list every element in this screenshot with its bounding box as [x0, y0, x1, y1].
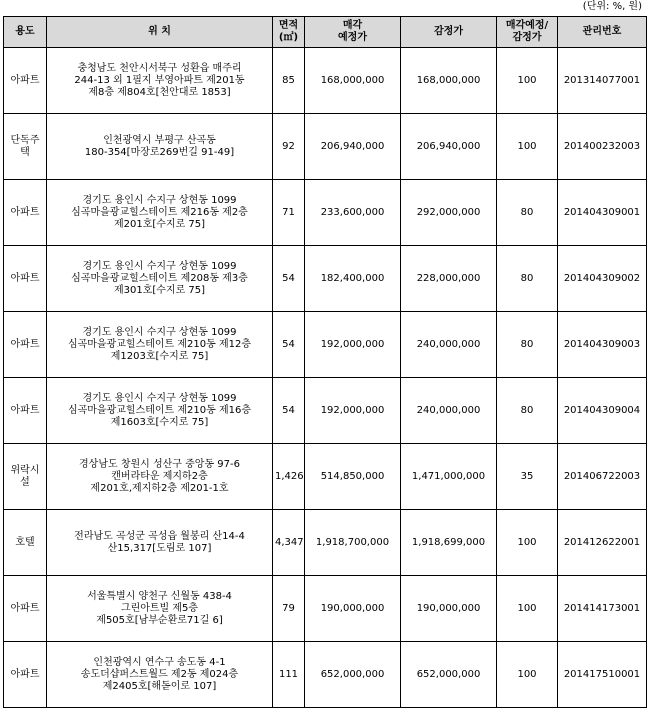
cell-location: [47, 510, 273, 576]
cell-ratio: 35: [497, 444, 558, 510]
header-ratio: [497, 17, 558, 48]
location-line: 경상남도 창원시 성산구 중앙동 97-6: [79, 458, 240, 470]
cell-appraisal: 168,000,000: [401, 48, 497, 114]
table-row: [4, 642, 647, 708]
cell-sale-price: 652,000,000: [305, 642, 401, 708]
table-row: [4, 510, 647, 576]
location-line: 심곡마을광교힐스테이트 제208동 제3층: [71, 272, 248, 284]
cell-location: [47, 444, 273, 510]
header-line: 예정가: [338, 32, 367, 43]
cell-location: [47, 576, 273, 642]
cell-ratio: 80: [497, 378, 558, 444]
cell-sale-price: 168,000,000: [305, 48, 401, 114]
cell-sale-price: 192,000,000: [305, 312, 401, 378]
cell-area: 111: [273, 642, 305, 708]
location-line: 심곡마을광교힐스테이트 제216동 제2층: [71, 206, 248, 218]
unit-note: (단위: %, 원): [582, 1, 642, 12]
header-line: (㎡): [278, 32, 299, 43]
cell-area: 71: [273, 180, 305, 246]
cell-use: 호텔: [4, 510, 47, 576]
cell-ratio: 80: [497, 312, 558, 378]
cell-sale-price: 192,000,000: [305, 378, 401, 444]
cell-ratio: 100: [497, 642, 558, 708]
cell-use: 위락시설: [4, 444, 47, 510]
location-line: 제301호[수지로 75]: [113, 284, 206, 296]
cell-area: 1,426: [273, 444, 305, 510]
location-line: 제1603호[수지로 75]: [110, 416, 209, 428]
location-line: 제1203호[수지로 75]: [110, 350, 209, 362]
cell-appraisal: 228,000,000: [401, 246, 497, 312]
cell-location: [47, 378, 273, 444]
location-line: 제505호[남부순환로71길 6]: [96, 614, 223, 626]
location-line: 제201호,제지하2층 제201-1호: [90, 482, 229, 494]
location-line: 심곡마을광교힐스테이트 제210동 제12층: [67, 338, 252, 350]
location-line: 244-13 외 1필지 부영아파트 제201동: [74, 74, 245, 86]
cell-use: 아파트: [4, 312, 47, 378]
location-line: 충청남도 천안시서북구 성환읍 매주리: [77, 62, 242, 74]
cell-mgmt-no: 201414173001: [558, 576, 647, 642]
property-table: [3, 16, 647, 708]
location-line: 제8층 제804호[천안대로 1853]: [88, 86, 231, 98]
location-line: 제2405호[해돋이로 107]: [102, 680, 217, 692]
cell-location: [47, 48, 273, 114]
location-line: 180-354[마장로269번길 91-49]: [84, 146, 235, 158]
header-location: 위 치: [47, 17, 273, 48]
cell-location: [47, 114, 273, 180]
cell-use: 아파트: [4, 180, 47, 246]
location-line: 전라남도 곡성군 곡성읍 월봉리 산14-4: [74, 530, 245, 542]
cell-appraisal: 1,918,699,000: [401, 510, 497, 576]
table-row: [4, 180, 647, 246]
cell-use: 아파트: [4, 576, 47, 642]
location-line: 캔버라타운 제지하2층: [111, 470, 208, 482]
location-line: 경기도 용인시 수지구 상현동 1099: [82, 392, 237, 404]
header-area: [273, 17, 305, 48]
location-line: 경기도 용인시 수지구 상현동 1099: [82, 326, 237, 338]
cell-use: 단독주택: [4, 114, 47, 180]
table-row: [4, 444, 647, 510]
cell-area: 85: [273, 48, 305, 114]
location-line: 경기도 용인시 수지구 상현동 1099: [82, 260, 237, 272]
cell-sale-price: 206,940,000: [305, 114, 401, 180]
cell-location: [47, 312, 273, 378]
header-use: 용도: [4, 17, 47, 48]
cell-mgmt-no: 201404309002: [558, 246, 647, 312]
header-line: 매각예정/: [505, 20, 549, 31]
location-line: 서울특별시 양천구 신월동 438-4: [87, 590, 232, 602]
cell-area: 54: [273, 378, 305, 444]
cell-mgmt-no: 201417510001: [558, 642, 647, 708]
cell-mgmt-no: 201406722003: [558, 444, 647, 510]
cell-sale-price: 182,400,000: [305, 246, 401, 312]
cell-area: 4,347: [273, 510, 305, 576]
header-sale-price: [305, 17, 401, 48]
cell-ratio: 100: [497, 510, 558, 576]
cell-mgmt-no: 201314077001: [558, 48, 647, 114]
cell-use: 아파트: [4, 378, 47, 444]
cell-sale-price: 190,000,000: [305, 576, 401, 642]
header-appraisal: 감정가: [401, 17, 497, 48]
header-line: 면적: [278, 20, 299, 31]
cell-sale-price: 233,600,000: [305, 180, 401, 246]
location-line: 제201호[수지로 75]: [113, 218, 206, 230]
header-line: 매각: [342, 20, 363, 31]
cell-area: 54: [273, 246, 305, 312]
table-row: [4, 576, 647, 642]
cell-ratio: 100: [497, 114, 558, 180]
cell-ratio: 100: [497, 48, 558, 114]
cell-area: 92: [273, 114, 305, 180]
header-row: [4, 17, 647, 48]
cell-location: [47, 642, 273, 708]
cell-appraisal: 190,000,000: [401, 576, 497, 642]
location-line: 심곡마을광교힐스테이트 제210동 제16층: [67, 404, 252, 416]
cell-mgmt-no: 201400232003: [558, 114, 647, 180]
location-line: 그린아트빌 제5층: [120, 602, 199, 614]
cell-sale-price: 1,918,700,000: [305, 510, 401, 576]
cell-appraisal: 206,940,000: [401, 114, 497, 180]
table-row: [4, 48, 647, 114]
cell-appraisal: 652,000,000: [401, 642, 497, 708]
cell-mgmt-no: 201412622001: [558, 510, 647, 576]
location-line: 송도더샵퍼스트월드 제2동 제024층: [80, 668, 239, 680]
cell-location: [47, 246, 273, 312]
cell-ratio: 80: [497, 246, 558, 312]
cell-mgmt-no: 201404309003: [558, 312, 647, 378]
cell-ratio: 80: [497, 180, 558, 246]
location-line: 인천광역시 연수구 송도동 4-1: [93, 656, 226, 668]
table-row: [4, 378, 647, 444]
table-row: [4, 312, 647, 378]
cell-ratio: 100: [497, 576, 558, 642]
cell-location: [47, 180, 273, 246]
cell-appraisal: 240,000,000: [401, 378, 497, 444]
header-line: 감정가: [512, 32, 542, 43]
cell-use: 아파트: [4, 48, 47, 114]
table-row: [4, 246, 647, 312]
cell-mgmt-no: 201404309001: [558, 180, 647, 246]
cell-use: 아파트: [4, 642, 47, 708]
location-line: 산15,317[도림로 107]: [107, 542, 212, 554]
cell-area: 79: [273, 576, 305, 642]
cell-area: 54: [273, 312, 305, 378]
cell-use: 아파트: [4, 246, 47, 312]
cell-appraisal: 292,000,000: [401, 180, 497, 246]
cell-appraisal: 240,000,000: [401, 312, 497, 378]
location-line: 인천광역시 부평구 산곡동: [103, 134, 216, 146]
header-mgmt-no: 관리번호: [558, 17, 647, 48]
cell-mgmt-no: 201404309004: [558, 378, 647, 444]
table-row: [4, 114, 647, 180]
location-line: 경기도 용인시 수지구 상현동 1099: [82, 194, 237, 206]
cell-appraisal: 1,471,000,000: [401, 444, 497, 510]
cell-sale-price: 514,850,000: [305, 444, 401, 510]
